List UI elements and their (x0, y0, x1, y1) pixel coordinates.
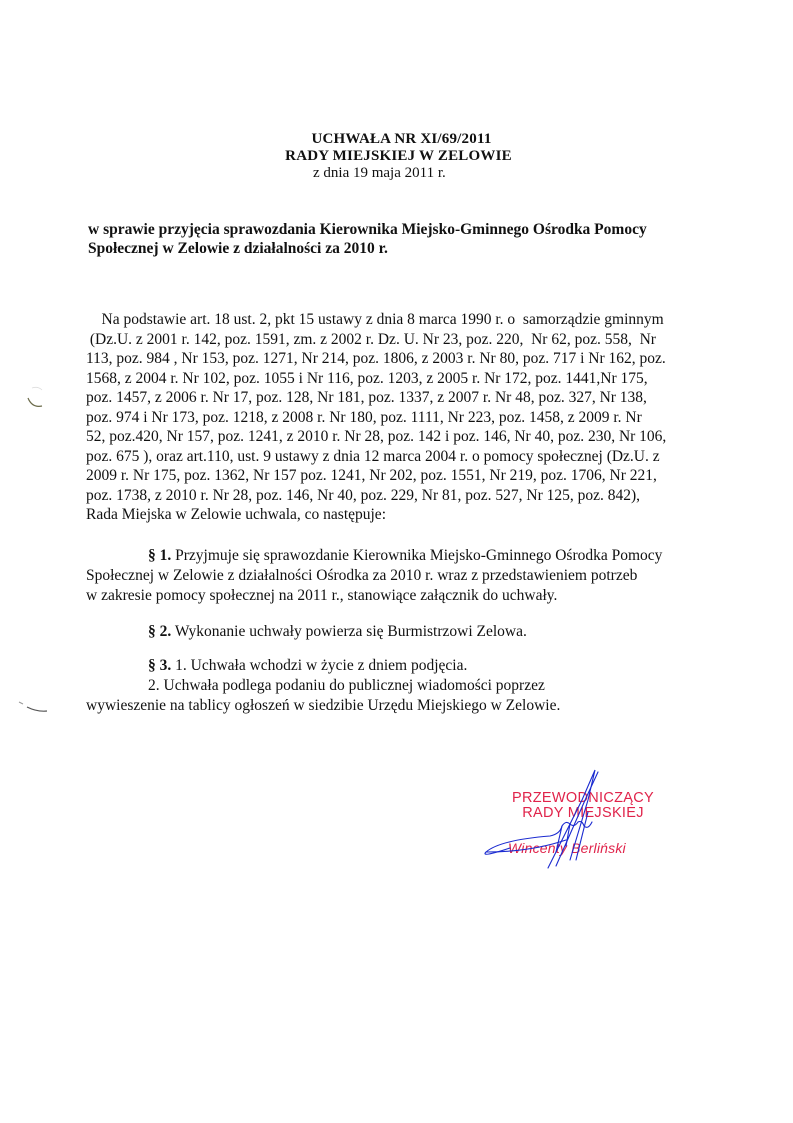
stamp-title: PRZEWODNICZĄCY (512, 790, 654, 806)
paragraph-line: poz. 974 i Nr 173, poz. 1218, z 2008 r. Nr 180, poz. 1111, Nr 223, poz. 1458, z 2009 r. Nr (86, 408, 642, 426)
subject-line: w sprawie przyjęcia sprawozdania Kierownika Miejsko-Gminnego Ośrodka Pomocy (88, 221, 647, 238)
section-text: Wykonanie uchwały powierza się Burmistrzowi Zelowa. (171, 623, 527, 640)
hole-punch-mark-bottom (15, 698, 51, 718)
section-text: Przyjmuje się sprawozdanie Kierownika Miejsko-Gminnego Ośrodka Pomocy (171, 547, 663, 564)
resolution-title (0, 131, 793, 165)
handwritten-signature-icon (470, 760, 670, 870)
section-1 (86, 546, 706, 606)
paragraph-line: (Dz.U. z 2001 r. 142, poz. 1591, zm. z 2002 r. Dz. U. Nr 23, poz. 220, Nr 62, poz. 558, Nr (86, 330, 656, 348)
resolution-date: z dnia 19 maja 2011 r. (313, 165, 446, 181)
paragraph-line: 113, poz. 984 , Nr 153, poz. 1271, Nr 214, poz. 1806, z 2003 r. Nr 80, poz. 717 i Nr 162, poz. (86, 350, 666, 367)
paragraph-line: 1568, z 2004 r. Nr 102, poz. 1055 i Nr 116, poz. 1203, z 2005 r. Nr 172, poz. 1441,Nr 175, (86, 369, 648, 387)
section-text: 2. Uchwała podlega podaniu do publicznej wiadomości poprzez (148, 677, 545, 694)
council-name: RADY MIEJSKIEJ W ZELOWIE (285, 148, 512, 164)
section-text: wywieszenie na tablicy ogłoszeń w siedzibie Urzędu Miejskiego w Zelowie. (86, 697, 561, 714)
section-2 (86, 622, 706, 642)
paragraph-line: poz. 1738, z 2010 r. Nr 28, poz. 146, Nr 40, poz. 229, Nr 81, poz. 527, Nr 125, poz. 842), (86, 486, 641, 504)
paragraph-line: Na podstawie art. 18 ust. 2, pkt 15 ustawy z dnia 8 marca 1990 r. o samorządzie gminnym (86, 311, 664, 328)
stamp-signatory-name: Wincenty Berliński (508, 840, 626, 856)
paragraph-line: 52, poz.420, Nr 157, poz. 1241, z 2010 r. Nr 28, poz. 142 i poz. 146, Nr 40, poz. 230, Nr 106, (86, 428, 667, 445)
section-text: Społecznej w Zelowie z działalności Ośrodka za 2010 r. wraz z przedstawieniem potrzeb (86, 567, 638, 584)
subject-line: Społecznej w Zelowie z działalności za 2010 r. (88, 240, 388, 257)
paragraph-line: Rada Miejska w Zelowie uchwala, co następuje: (86, 506, 386, 523)
section-mark: § 1. (148, 547, 172, 564)
hole-punch-mark-top (22, 382, 52, 412)
paragraph-line: poz. 675 ), oraz art.110, ust. 9 ustawy z dnia 12 marca 2004 r. o pomocy społecznej (Dz.U. z (86, 447, 660, 465)
section-mark: § 3. (148, 657, 172, 674)
section-mark: § 2. (148, 623, 172, 640)
legal-basis-paragraph (86, 310, 706, 525)
resolution-subject (88, 220, 708, 258)
stamp-subtitle: RADY MIEJSKIEJ (522, 805, 644, 821)
section-text: 1. Uchwała wchodzi w życie z dniem podjęcia. (171, 657, 468, 674)
paragraph-line: poz. 1457, z 2006 r. Nr 17, poz. 128, Nr 181, poz. 1337, z 2007 r. Nr 48, poz. 327, Nr 138, (86, 389, 647, 406)
resolution-number: UCHWAŁA NR XI/69/2011 (311, 131, 492, 147)
section-3 (86, 656, 706, 716)
paragraph-line: 2009 r. Nr 175, poz. 1362, Nr 157 poz. 1241, Nr 202, poz. 1551, Nr 219, poz. 1706, Nr 221, (86, 467, 657, 484)
section-text: w zakresie pomocy społecznej na 2011 r., stanowiące załącznik do uchwały. (86, 587, 558, 604)
